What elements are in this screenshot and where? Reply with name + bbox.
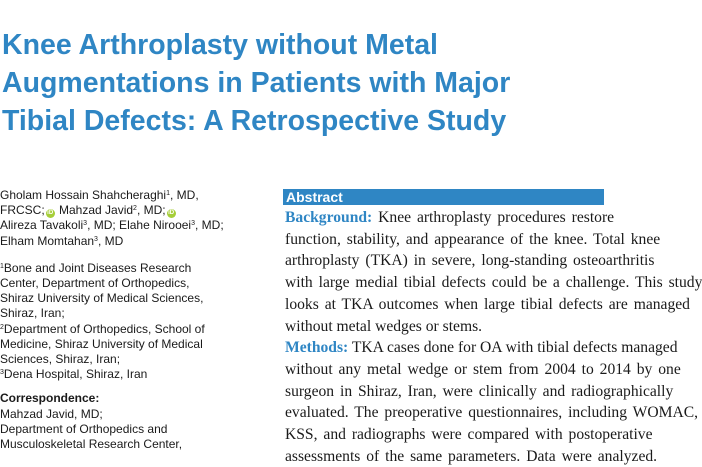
abstract-line: assessments of the same parameters. Data were analyzed. [285, 447, 658, 465]
affiliation-line [0, 367, 262, 382]
correspondence-block [0, 391, 262, 452]
affiliation-marker: 1 [0, 262, 4, 270]
abstract-line: function, stability, and appearance of the knee. Total knee [285, 230, 661, 248]
affiliation-marker: 3 [83, 220, 88, 228]
author-name: Mahzad Javid [55, 203, 134, 218]
author-degree: , MD [97, 233, 124, 248]
affiliation-line [0, 261, 262, 276]
affiliation-marker: 3 [191, 220, 196, 228]
abstract-line: looks at TKA outcomes when large tibial defects are managed [285, 295, 690, 313]
author-line [0, 203, 262, 218]
abstract-heading: Abstract [283, 189, 604, 205]
background-label: Background: [285, 209, 373, 226]
affiliation-line: Shiraz University of Medical Sciences, [0, 291, 204, 306]
methods-label: Methods: [285, 339, 349, 357]
affiliation-marker: 3 [0, 369, 4, 377]
author-list [0, 188, 262, 249]
abstract-text: TKA cases done for OA with tibial defects managed [348, 339, 678, 357]
affiliation-marker: 3 [94, 235, 98, 243]
affiliation-line: Sciences, Shiraz, Iran; [0, 352, 121, 367]
correspondence-heading: Correspondence: [0, 391, 100, 406]
abstract-line: without metal wedges or stems. [285, 317, 483, 335]
author-degree: , MD, [170, 188, 199, 202]
affiliation-line: Medicine, Shiraz University of Medical [0, 336, 203, 351]
author-line [0, 234, 262, 249]
abstract-line [285, 337, 678, 359]
abstract-line: with large medial tibial defects could be a challenge. This study [285, 274, 702, 292]
author-degree: FRCSC; [0, 203, 45, 218]
article-title [2, 26, 604, 140]
affiliation-text: Dena Hospital, Shiraz, Iran [3, 367, 148, 382]
affiliation-line [0, 322, 262, 337]
orcid-icon[interactable]: iD [47, 210, 54, 217]
author-line [0, 218, 262, 233]
author-name: Alireza Tavakoli [0, 218, 84, 233]
affiliation-text: Department of Orthopedics, School of [3, 321, 205, 336]
title-line: Augmentations in Patients with Major [2, 67, 511, 99]
affiliation-line: Shiraz, Iran; [0, 306, 65, 321]
author-info-column [0, 188, 262, 452]
title-line: Knee Arthroplasty without Metal [2, 29, 438, 61]
abstract-line: evaluated. The preoperative questionnaires, including WOMAC, [285, 404, 699, 422]
author-name: Elham Momtahan [0, 233, 95, 248]
abstract-body [285, 207, 702, 467]
author-name: , MD; Elahe Nirooei [87, 218, 192, 233]
abstract-line: surgeon in Shiraz, Iran, were clinically and radiographically [285, 382, 674, 400]
author-degree: , MD; [136, 203, 166, 218]
abstract-text: Knee arthroplasty procedures restore [372, 209, 615, 226]
title-line: Tibial Defects: A Retrospective Study [2, 105, 507, 137]
abstract-line: without any metal wedge or stem from 2004 to 2014 by one [285, 360, 681, 378]
affiliation-marker: 1 [166, 190, 171, 197]
correspondence-line: Mahzad Javid, MD; [0, 406, 103, 421]
abstract-line: arthroplasty (TKA) in severe, long-standing osteoarthritis [285, 252, 655, 270]
abstract-line [285, 207, 615, 229]
affiliation-marker: 2 [0, 323, 4, 331]
author-line [0, 188, 262, 203]
author-name: Gholam Hossain Shahcheraghi [0, 188, 167, 202]
author-degree: , MD; [195, 218, 224, 233]
orcid-icon[interactable]: iD [168, 210, 175, 217]
affiliation-line: Center, Department of Orthopedics, [0, 276, 190, 291]
affiliation-list [0, 261, 262, 383]
affiliation-marker: 2 [133, 205, 137, 213]
correspondence-line: Musculoskeletal Research Center, [0, 437, 183, 452]
affiliation-text: Bone and Joint Diseases Research [3, 260, 192, 275]
correspondence-line: Department of Orthopedics and [0, 421, 168, 436]
abstract-line: KSS, and radiographs were compared with postoperative [285, 426, 653, 444]
